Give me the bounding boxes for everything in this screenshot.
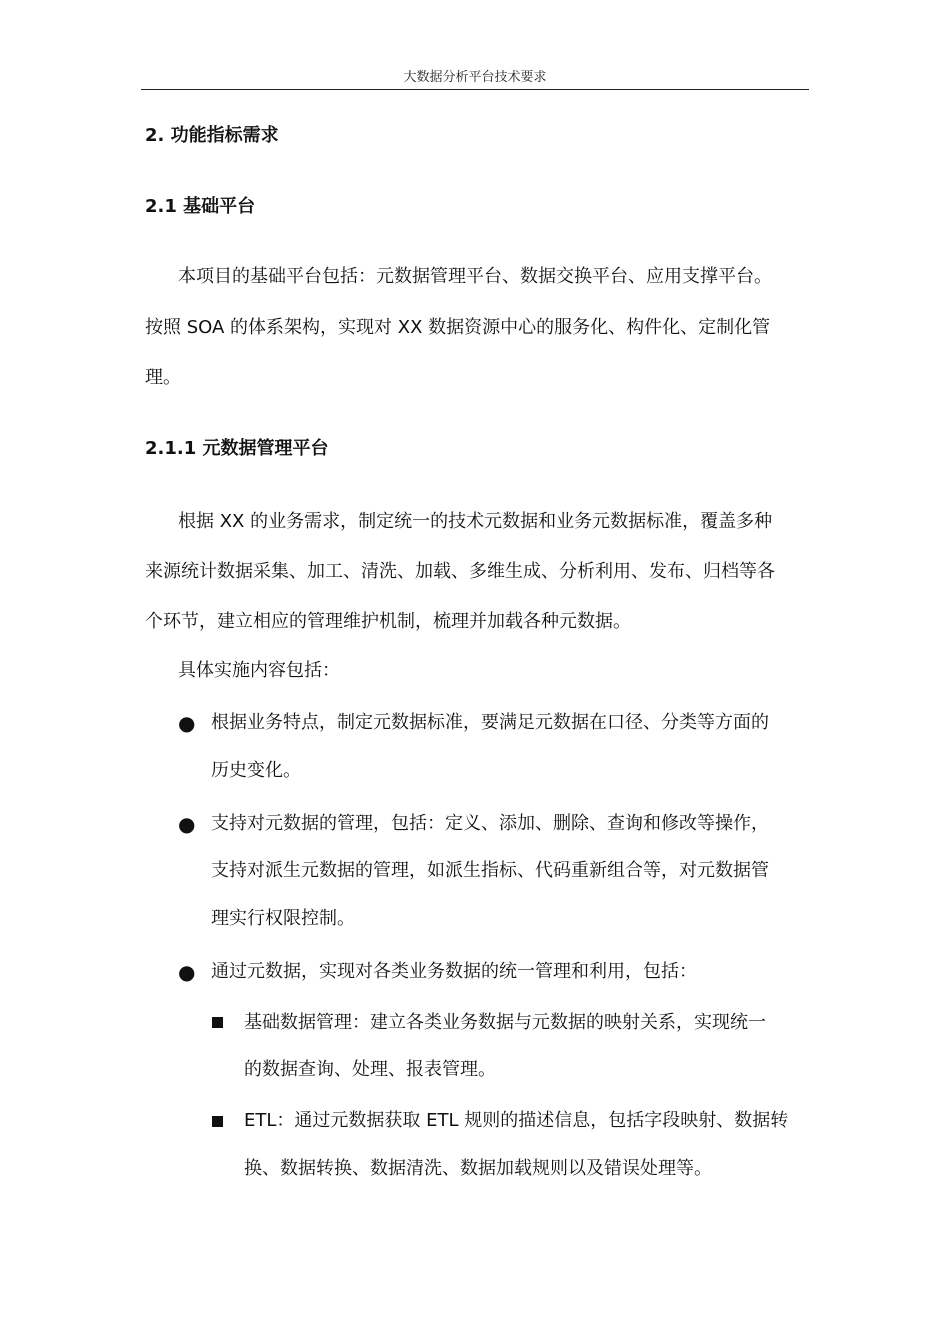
subbullet1-line2: 的数据查询、处理、报表管理。	[244, 1059, 496, 1080]
para2-line3: 个环节，建立相应的管理维护机制，梳理并加载各种元数据。	[145, 611, 631, 632]
para3-line1: 具体实施内容包括：	[178, 660, 340, 681]
subbullet2-line1: ETL：通过元数据获取 ETL 规则的描述信息，包括字段映射、数据转	[244, 1110, 789, 1131]
bullet1-line1: 根据业务特点，制定元数据标准，要满足元数据在口径、分类等方面的	[211, 712, 769, 733]
bullet2-line1: 支持对元数据的管理，包括：定义、添加、删除、查询和修改等操作，	[211, 813, 769, 834]
subbullet2-line2: 换、数据转换、数据清洗、数据加载规则以及错误处理等。	[244, 1158, 712, 1179]
bullet-dot: ●	[178, 960, 196, 984]
heading-2-1: 2.1 基础平台	[145, 196, 256, 217]
header-title: 大数据分析平台技术要求	[403, 70, 547, 85]
heading-2: 2. 功能指标需求	[145, 125, 279, 146]
square-bullet-icon	[212, 1116, 223, 1127]
bullet3-line1: 通过元数据，实现对各类业务数据的统一管理和利用，包括：	[211, 961, 697, 982]
subbullet1-line1: 基础数据管理：建立各类业务数据与元数据的映射关系，实现统一	[244, 1012, 766, 1033]
square-bullet-icon	[212, 1017, 223, 1028]
page-header	[141, 68, 809, 90]
para2-line2: 来源统计数据采集、加工、清洗、加载、多维生成、分析利用、发布、归档等各	[145, 561, 775, 582]
para1-line3: 理。	[145, 367, 181, 388]
bullet2-line3: 理实行权限控制。	[211, 908, 355, 929]
bullet1-line2: 历史变化。	[211, 760, 301, 781]
bullet-dot: ●	[178, 711, 196, 735]
para1-line1: 本项目的基础平台包括：元数据管理平台、数据交换平台、应用支撑平台。	[178, 266, 772, 287]
para1-line2: 按照 SOA 的体系架构，实现对 XX 数据资源中心的服务化、构件化、定制化管	[145, 317, 771, 338]
heading-2-1-1: 2.1.1 元数据管理平台	[145, 438, 329, 459]
bullet-dot: ●	[178, 812, 196, 836]
bullet2-line2: 支持对派生元数据的管理，如派生指标、代码重新组合等，对元数据管	[211, 860, 769, 881]
para2-line1: 根据 XX 的业务需求，制定统一的技术元数据和业务元数据标准，覆盖多种	[178, 511, 773, 532]
